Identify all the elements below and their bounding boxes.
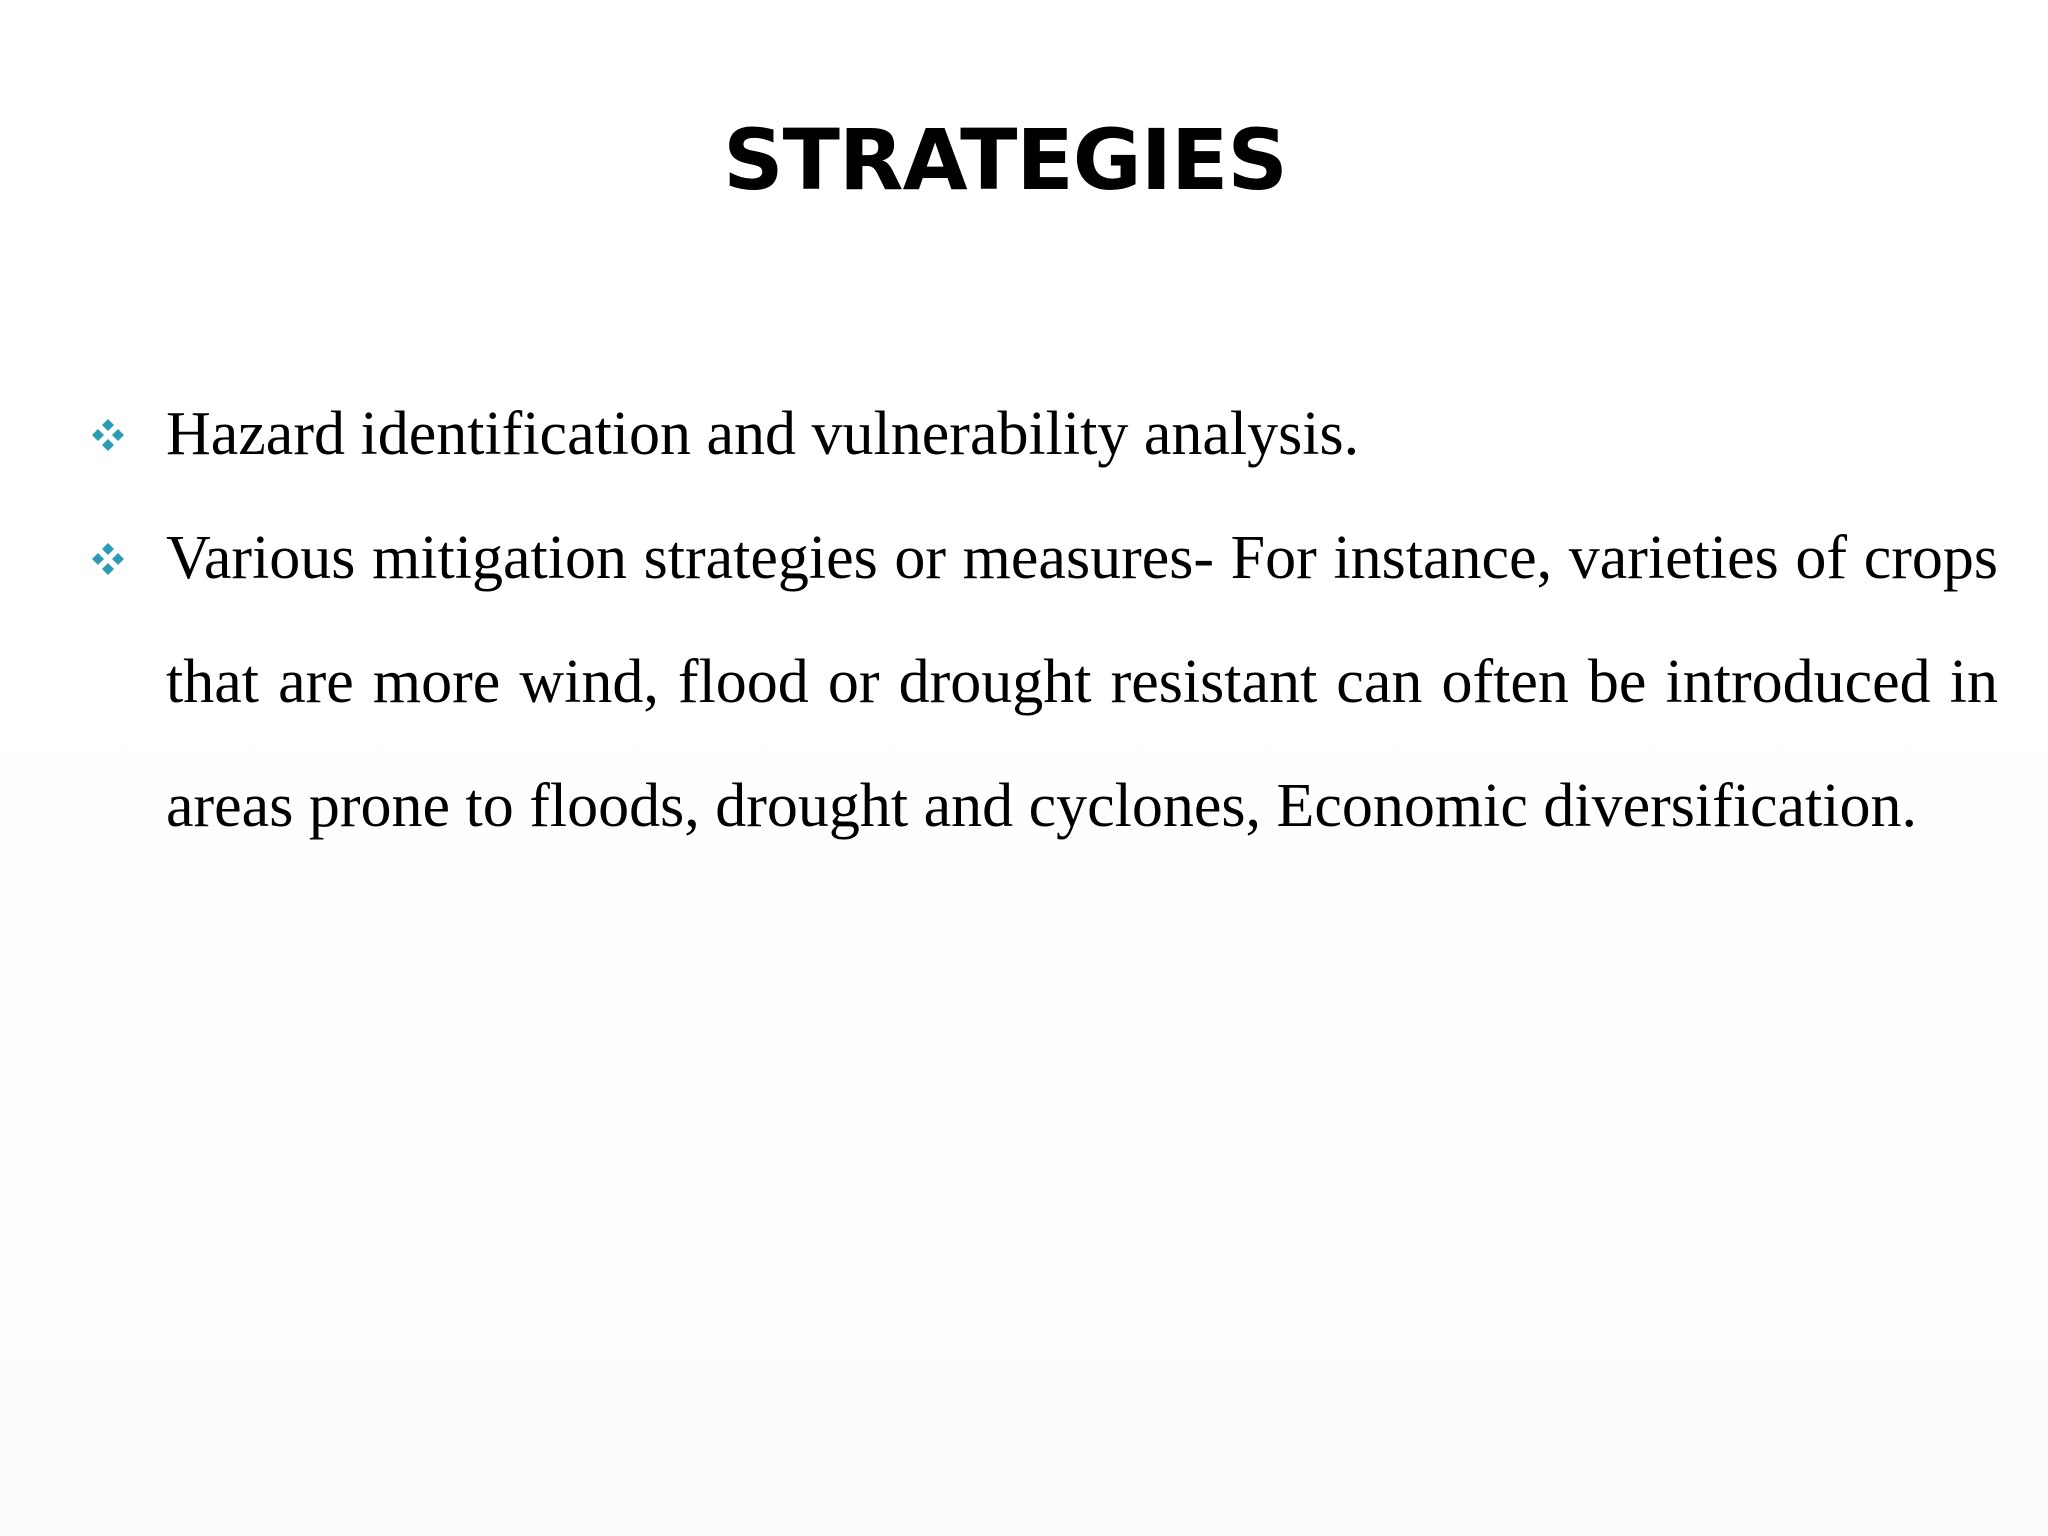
four-diamond-icon — [88, 539, 128, 579]
slide-title: STRATEGIES — [723, 111, 1287, 209]
bullet-item — [0, 496, 1998, 868]
bullet-list — [0, 372, 2048, 868]
four-diamond-icon — [88, 415, 128, 455]
bullet-text: Various mitigation strategies or measures- For instance, varieties of crops that are more wind, flood or drought resistant can often be introduced in areas prone to floods, drought and cyclones, Economic diversification. — [166, 524, 1998, 840]
bullet-item — [0, 372, 1998, 496]
bullet-text: Hazard identification and vulnerability analysis. — [166, 400, 1360, 468]
